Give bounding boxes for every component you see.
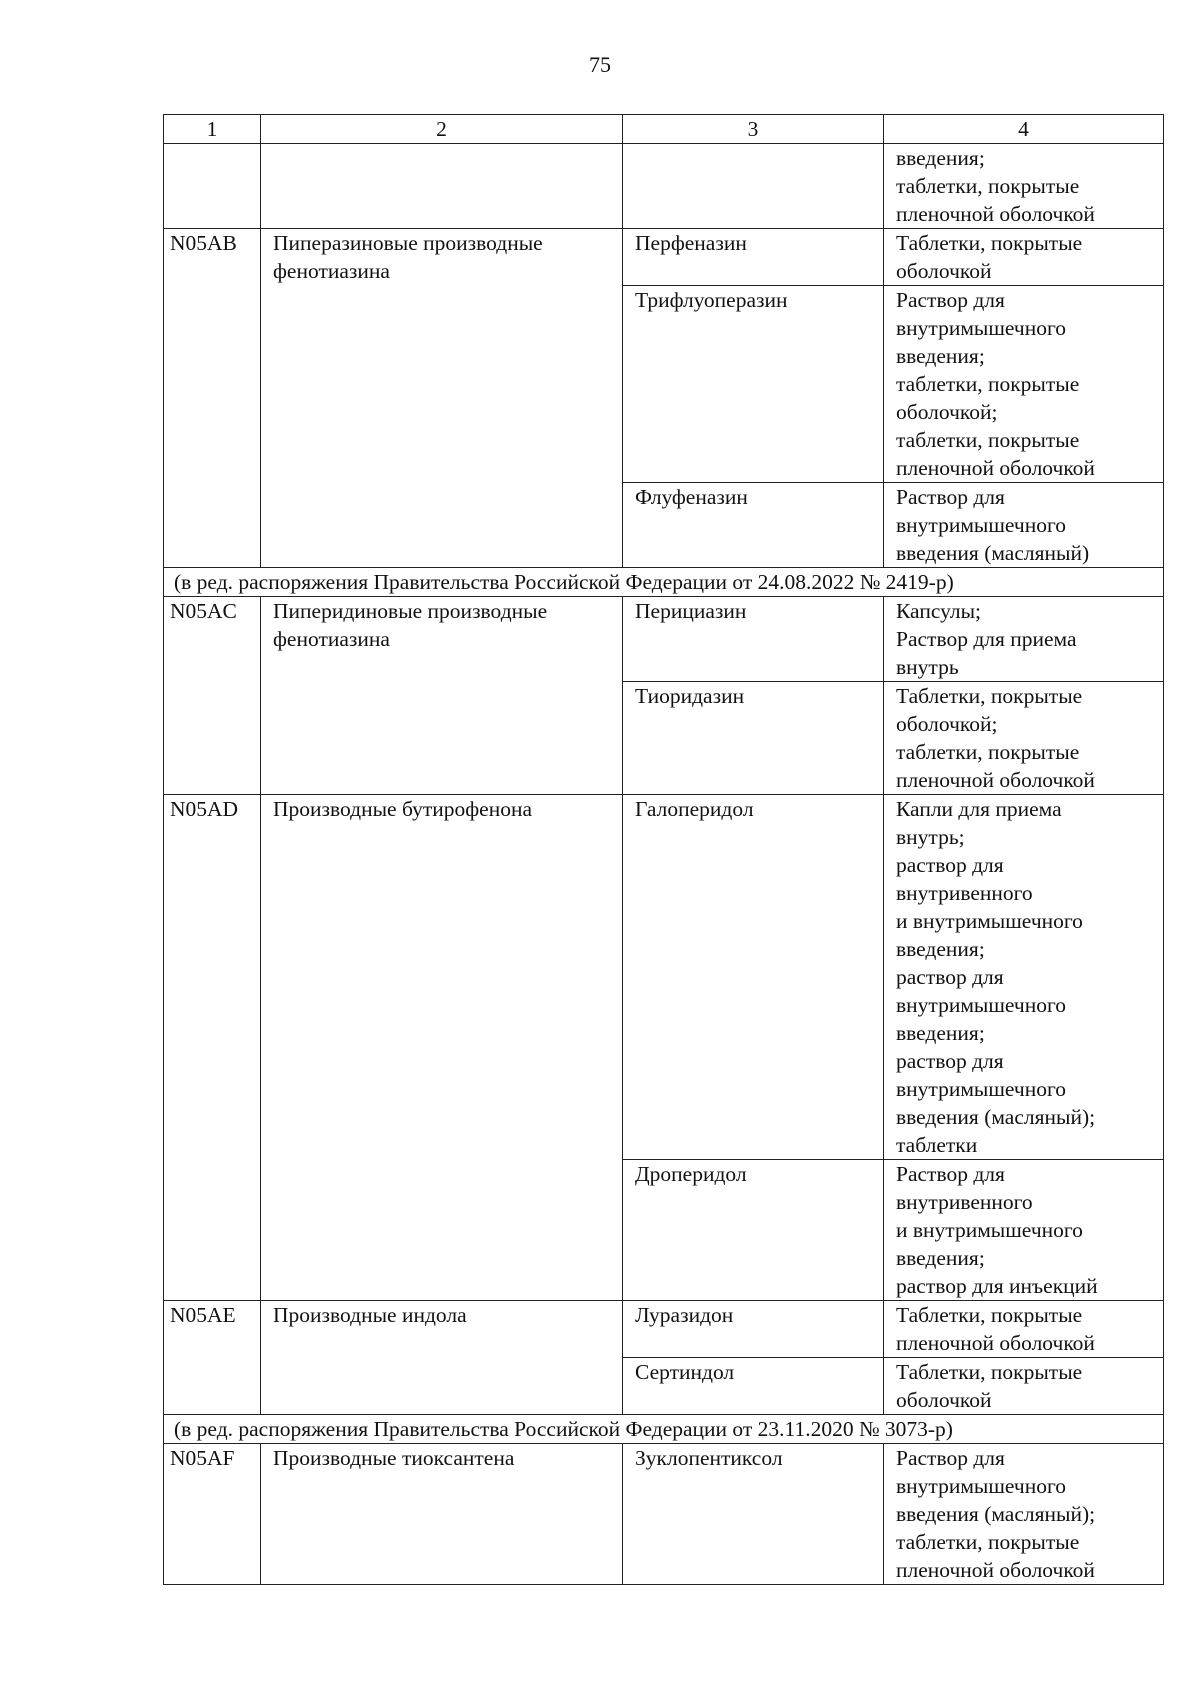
drug-name-cell: Перициазин	[623, 597, 884, 682]
dosage-form-cell: Капсулы; Раствор для приема внутрь	[884, 597, 1164, 682]
table-row	[164, 597, 1164, 682]
amendment-note-row	[164, 568, 1164, 597]
header-cell-1: 1	[164, 115, 261, 144]
amendment-note-row	[164, 1415, 1164, 1444]
table-row	[164, 795, 1164, 1160]
atc-code-cell: N05AB	[164, 229, 261, 568]
code-cell	[164, 144, 261, 229]
drug-name-cell: Дроперидол	[623, 1160, 884, 1301]
table-row	[164, 1444, 1164, 1585]
drug-name-cell: Зуклопентиксол	[623, 1444, 884, 1585]
group-name-cell: Производные бутирофенона	[261, 795, 623, 1301]
header-cell-3: 3	[623, 115, 884, 144]
drug-name-cell: Тиоридазин	[623, 682, 884, 795]
table-row	[164, 1301, 1164, 1358]
drug-name-cell: Галоперидол	[623, 795, 884, 1160]
amendment-note: (в ред. распоряжения Правительства Российской Федерации от 23.11.2020 № 3073-р)	[164, 1415, 1164, 1444]
table-row	[164, 144, 1164, 229]
drug-classification-table	[163, 114, 1164, 1585]
header-cell-2: 2	[261, 115, 623, 144]
drug-name-cell: Флуфеназин	[623, 483, 884, 568]
page-number: 75	[589, 52, 611, 77]
group-name-cell: Пиперидиновые производные фенотиазина	[261, 597, 623, 795]
atc-code-cell: N05AC	[164, 597, 261, 795]
group-name-cell	[261, 144, 623, 229]
dosage-form-cell: Раствор для внутривенного и внутримышечного введения; раствор для инъекций	[884, 1160, 1164, 1301]
table-header-row	[164, 115, 1164, 144]
atc-code-cell: N05AE	[164, 1301, 261, 1415]
dosage-form-cell: Раствор для внутримышечного введения; таблетки, покрытые оболочкой; таблетки, покрытые пленочной оболочкой	[884, 286, 1164, 483]
group-name-cell: Производные индола	[261, 1301, 623, 1415]
group-name-cell: Производные тиоксантена	[261, 1444, 623, 1585]
dosage-form-cell: Раствор для внутримышечного введения (масляный); таблетки, покрытые пленочной оболочкой	[884, 1444, 1164, 1585]
table-row	[164, 229, 1164, 286]
dosage-form-cell: введения; таблетки, покрытые пленочной оболочкой	[884, 144, 1164, 229]
drug-name-cell: Сертиндол	[623, 1358, 884, 1415]
drug-name-cell: Луразидон	[623, 1301, 884, 1358]
amendment-note: (в ред. распоряжения Правительства Российской Федерации от 24.08.2022 № 2419-р)	[164, 568, 1164, 597]
dosage-form-cell: Раствор для внутримышечного введения (масляный)	[884, 483, 1164, 568]
dosage-form-cell: Таблетки, покрытые пленочной оболочкой	[884, 1301, 1164, 1358]
group-name-cell: Пиперазиновые производные фенотиазина	[261, 229, 623, 568]
dosage-form-cell: Таблетки, покрытые оболочкой; таблетки, покрытые пленочной оболочкой	[884, 682, 1164, 795]
dosage-form-cell: Таблетки, покрытые оболочкой	[884, 229, 1164, 286]
drug-name-cell: Перфеназин	[623, 229, 884, 286]
header-cell-4: 4	[884, 115, 1164, 144]
atc-code-cell: N05AF	[164, 1444, 261, 1585]
drug-name-cell	[623, 144, 884, 229]
drug-name-cell: Трифлуоперазин	[623, 286, 884, 483]
dosage-form-cell: Капли для приема внутрь; раствор для внутривенного и внутримышечного введения; раствор для внутримышечного введения; раствор для внутримышечного введения (масляный); таблетки	[884, 795, 1164, 1160]
atc-code-cell: N05AD	[164, 795, 261, 1301]
dosage-form-cell: Таблетки, покрытые оболочкой	[884, 1358, 1164, 1415]
